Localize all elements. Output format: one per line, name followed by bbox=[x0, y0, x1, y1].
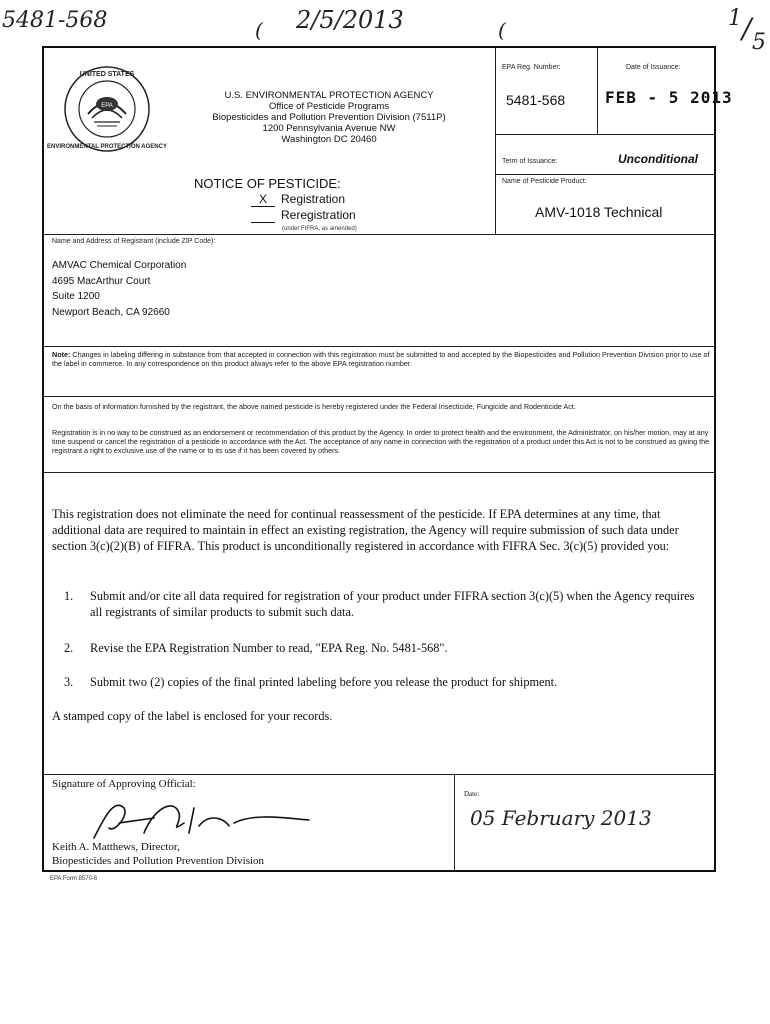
handwritten-paren: ( bbox=[498, 18, 506, 42]
date-of-issuance-label: Date of Issuance: bbox=[626, 64, 681, 71]
note-text: Changes in labeling differing in substance from that accepted in connection with this registration must be submitted to and accepted by the Biopesticides and Pollution Prevention Division prior to use of the label in commerce. In any correspondence on this product always refer to the above EPA registration number. bbox=[52, 350, 710, 368]
signature-label: Signature of Approving Official: bbox=[52, 778, 196, 790]
basis-paragraph-2: Registration is in no way to be construed as an endorsement or recommendation of this product by the Agency. In order to protect health and the environment, the Administrator, on his/her motion, may at any time suspend or cancel the registration of a pesticide in accordance with the Act. The acceptance of any name in connection with the registration of a product under this Act is not to be construed as giving the registrant a right to exclusive use of the name or to its use if it has been covered by others. bbox=[52, 428, 710, 455]
condition-item bbox=[64, 640, 704, 656]
reg-date-divider bbox=[597, 48, 598, 134]
condition-number: 2. bbox=[64, 641, 74, 655]
right-panel-rule-1 bbox=[495, 134, 716, 135]
product-name-value: AMV-1018 Technical bbox=[535, 204, 663, 220]
registrant-top-rule bbox=[44, 234, 714, 235]
notice-option-registration bbox=[251, 192, 345, 207]
agency-header bbox=[194, 90, 464, 145]
handwritten-page-slash: / bbox=[742, 12, 752, 45]
registrant-label: Name and Address of Registrant (include ZIP Code): bbox=[52, 238, 216, 245]
registration-mark: X bbox=[251, 192, 275, 207]
notice-under-fifra: (under FIFRA, as amended) bbox=[282, 226, 357, 232]
labeling-note bbox=[52, 350, 710, 368]
registration-label: Registration bbox=[281, 192, 346, 206]
svg-text:EPA: EPA bbox=[101, 103, 113, 109]
condition-text: Revise the EPA Registration Number to read, "EPA Reg. No. 5481-568". bbox=[90, 641, 448, 655]
registrant-line: 4695 MacArthur Court bbox=[52, 275, 151, 287]
handwritten-paren: ( bbox=[255, 18, 263, 42]
product-name-label: Name of Pesticide Product: bbox=[502, 178, 587, 185]
form-id: EPA Form 8570-6 bbox=[50, 876, 98, 882]
signature-date-divider bbox=[454, 774, 455, 870]
note-prefix: Note: bbox=[52, 350, 71, 359]
right-panel-divider bbox=[495, 48, 496, 234]
handwritten-signature-date: 05 February 2013 bbox=[470, 806, 652, 830]
registrant-address bbox=[52, 258, 186, 320]
condition-text: Submit and/or cite all data required for registration of your product under FIFRA section 3(c)(5) when the Agency requires all registrants of similar products to submit such data. bbox=[90, 589, 695, 619]
agency-city: Washington DC 20460 bbox=[281, 134, 377, 145]
signature-top-rule bbox=[44, 774, 714, 775]
registrant-line: Newport Beach, CA 92660 bbox=[52, 306, 170, 318]
term-of-issuance-value: Unconditional bbox=[618, 152, 698, 166]
approving-official bbox=[52, 840, 264, 868]
reregistration-mark bbox=[251, 208, 275, 223]
svg-text:ENVIRONMENTAL PROTECTION AGENC: ENVIRONMENTAL PROTECTION AGENCY bbox=[47, 144, 167, 150]
handwritten-page-number: 1 bbox=[728, 6, 742, 31]
condition-item bbox=[64, 588, 704, 620]
right-panel-rule-2 bbox=[495, 174, 716, 175]
official-name: Keith A. Matthews, Director, bbox=[52, 841, 180, 853]
reg-number-value: 5481-568 bbox=[506, 92, 566, 108]
official-division: Biopesticides and Pollution Prevention Division bbox=[52, 855, 265, 867]
reregistration-label: Reregistration bbox=[281, 208, 356, 222]
condition-number: 3. bbox=[64, 675, 74, 689]
registration-conditions-intro: This registration does not eliminate the need for continual reassessment of the pesticide. If EPA determines at any time, that additional data are required to maintain in effect an existing registration, the Agency will require submission of such data under section 3(c)(2)(B) of FIFRA. This product is unconditionally registered in accordance with FIFRA Sec. 3(c)(5) provided you: bbox=[52, 507, 679, 553]
note-top-rule bbox=[44, 346, 714, 347]
handwritten-signature-icon bbox=[84, 788, 314, 848]
handwritten-date: 2/5/2013 bbox=[296, 6, 404, 34]
registrant-line: Suite 1200 bbox=[52, 291, 100, 302]
reg-number-label: EPA Reg. Number: bbox=[502, 64, 561, 71]
registrant-line: AMVAC Chemical Corporation bbox=[52, 260, 187, 271]
agency-office: Office of Pesticide Programs bbox=[268, 101, 390, 112]
agency-street: 1200 Pennsylvania Avenue NW bbox=[262, 123, 396, 134]
agency-name: U.S. ENVIRONMENTAL PROTECTION AGENCY bbox=[224, 90, 434, 101]
condition-number: 1. bbox=[64, 589, 74, 603]
svg-text:UNITED STATES: UNITED STATES bbox=[79, 71, 135, 78]
epa-registration-form bbox=[42, 46, 733, 872]
condition-item bbox=[64, 674, 704, 690]
term-of-issuance-label: Term of Issuance: bbox=[502, 158, 558, 165]
closing-statement: A stamped copy of the label is enclosed for your records. bbox=[52, 709, 333, 723]
epa-seal bbox=[47, 64, 167, 154]
date-of-issuance-stamp: FEB - 5 2013 bbox=[605, 88, 733, 107]
notice-option-reregistration bbox=[251, 208, 356, 223]
basis-paragraph-1: On the basis of information furnished by the registrant, the above named pesticide is hereby registered under the Federal Insecticide, Fungicide and Rodenticide Act. bbox=[52, 402, 576, 411]
handwritten-file-number: 5481-568 bbox=[2, 8, 108, 33]
condition-text: Submit two (2) copies of the final printed labeling before you release the product for shipment. bbox=[90, 675, 558, 689]
epa-seal-icon bbox=[47, 64, 167, 154]
signature-date-label: Date: bbox=[464, 790, 480, 798]
basis-top-rule bbox=[44, 396, 714, 397]
notice-title: NOTICE OF PESTICIDE: bbox=[194, 176, 341, 191]
agency-division: Biopesticides and Pollution Prevention Division (7511P) bbox=[212, 112, 446, 123]
body-top-rule bbox=[44, 472, 714, 473]
handwritten-page-total: 5 bbox=[752, 30, 766, 55]
